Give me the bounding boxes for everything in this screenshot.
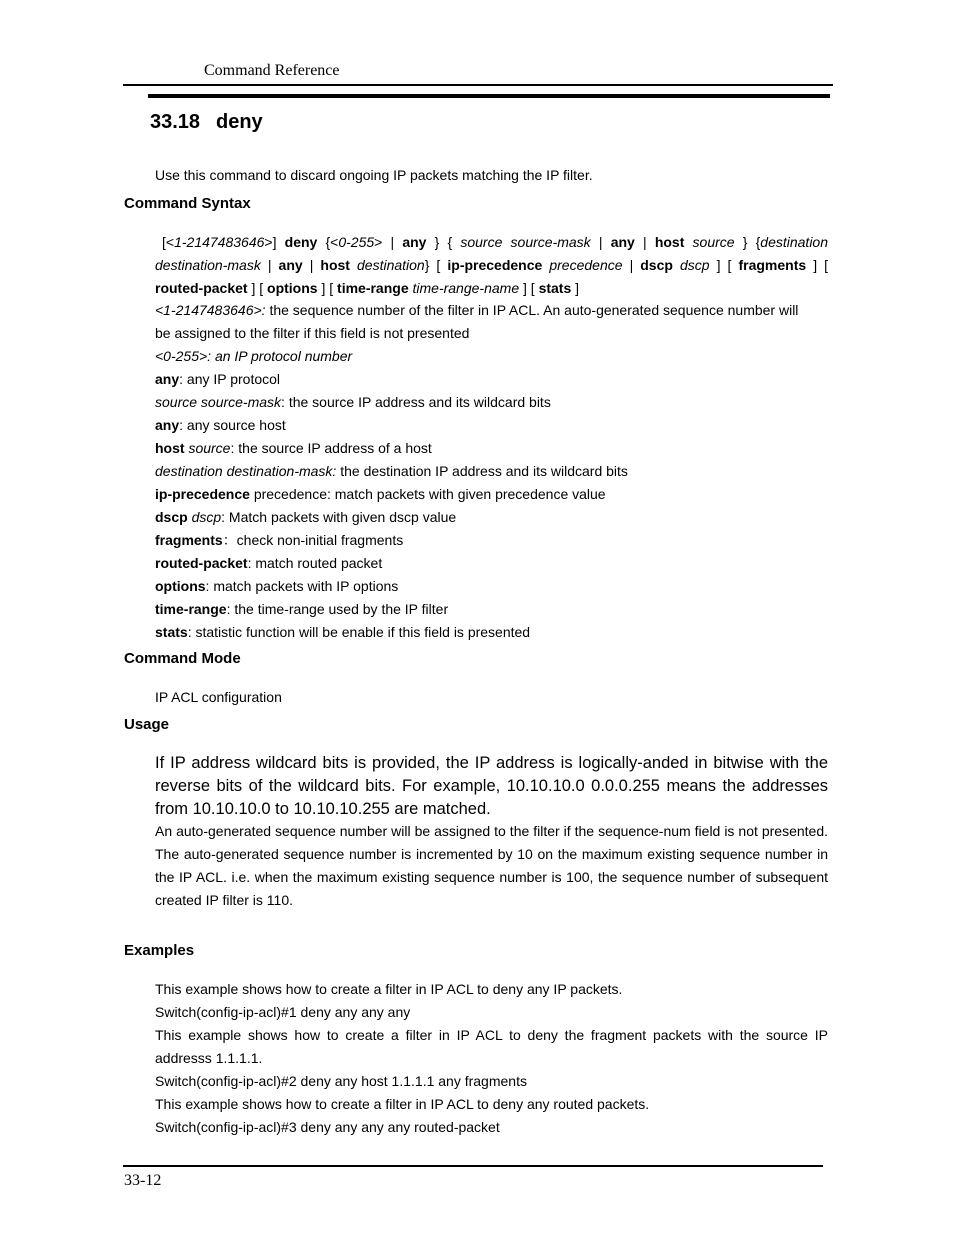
syntax-proto-range: 0-255 bbox=[338, 234, 375, 250]
param-source-mask bbox=[155, 391, 828, 414]
syntax-keyword-host: host bbox=[654, 234, 685, 250]
param-time-range bbox=[155, 598, 828, 621]
param-term: host bbox=[155, 440, 185, 456]
syntax-dscp-arg: dscp bbox=[672, 257, 710, 273]
param-arg: source bbox=[184, 440, 231, 456]
param-term: dscp bbox=[155, 509, 188, 525]
syntax-precedence: precedence bbox=[542, 257, 623, 273]
param-desc: precedence: match packets with given precedence value bbox=[249, 486, 606, 502]
syntax-keyword-host: host bbox=[320, 257, 350, 273]
param-routed-packet bbox=[155, 552, 828, 575]
example-description: This example shows how to create a filter in IP ACL to deny any routed packets. bbox=[155, 1096, 650, 1112]
syntax-text: ] [ bbox=[317, 280, 338, 296]
intro-text: Use this command to discard ongoing IP packets matching the IP filter. bbox=[155, 167, 593, 183]
param-term: stats bbox=[155, 624, 188, 640]
syntax-destination: destination bbox=[760, 234, 828, 250]
syntax-text: } { bbox=[426, 234, 461, 250]
param-desc: : the source IP address of a host bbox=[230, 440, 432, 456]
syntax-text: >] bbox=[264, 234, 285, 250]
syntax-keyword-deny: deny bbox=[284, 234, 318, 250]
syntax-keyword-fragments: fragments bbox=[738, 257, 807, 273]
syntax-keyword-any: any bbox=[402, 234, 427, 250]
syntax-keyword-time-range: time-range bbox=[337, 280, 409, 296]
param-ip-precedence bbox=[155, 483, 828, 506]
syntax-text: {< bbox=[317, 234, 339, 250]
example-command: Switch(config-ip-acl)#3 deny any any any routed-packet bbox=[155, 1119, 500, 1135]
header-rule-thick bbox=[148, 94, 830, 98]
param-term: source source-mask bbox=[155, 394, 282, 410]
syntax-text: | bbox=[302, 257, 321, 273]
running-header: Command Reference bbox=[204, 62, 340, 79]
syntax-text: ] bbox=[806, 257, 818, 273]
param-term: <0-255>: an IP protocol number bbox=[155, 348, 353, 364]
param-desc: : any source host bbox=[179, 417, 286, 433]
syntax-keyword-any: any bbox=[278, 257, 303, 273]
usage-paragraph-2: An auto-generated sequence number will be assigned to the filter if the sequence-num field is not presented. The auto-generated sequence number is incremented by 10 on the maximum existing sequence number in the IP ACL. i.e. when the maximum existing sequence number is 100, the sequence number of subsequent created IP filter is 110. bbox=[155, 823, 828, 908]
example-command: Switch(config-ip-acl)#1 deny any any any bbox=[155, 1004, 411, 1020]
param-desc: the destination IP address and its wildcard bits bbox=[336, 463, 628, 479]
param-desc: : the time-range used by the IP filter bbox=[226, 601, 449, 617]
param-seq-cont: be assigned to the filter if this field is not presented bbox=[155, 325, 470, 341]
example-description: This example shows how to create a filter in IP ACL to deny any IP packets. bbox=[155, 981, 623, 997]
heading-command-mode: Command Mode bbox=[124, 650, 241, 667]
syntax-seq-range: 1-2147483646 bbox=[174, 234, 265, 250]
param-proto bbox=[155, 345, 828, 368]
syntax-dest-mask: destination-mask bbox=[155, 257, 261, 273]
syntax-text: } { bbox=[734, 234, 761, 250]
syntax-text: [ bbox=[824, 257, 829, 273]
param-options bbox=[155, 575, 828, 598]
syntax-text: ] [ bbox=[519, 280, 539, 296]
page-number: 33-12 bbox=[124, 1172, 162, 1189]
param-desc: : any IP protocol bbox=[179, 371, 281, 387]
param-term: routed-packet bbox=[155, 555, 248, 571]
param-desc: ：check non-initial fragments bbox=[222, 532, 404, 548]
syntax-text: ] [ bbox=[247, 280, 268, 296]
usage-paragraph-1: If IP address wildcard bits is provided, the IP address is logically-anded in bitwise with the reverse bits of the wildcard bits. For example, 10.10.10.0 0.0.0.255 means the addresses from 10.10.10.0 to 10.10.10.255 are matched. bbox=[155, 754, 828, 818]
syntax-text: [< bbox=[162, 234, 175, 250]
heading-usage: Usage bbox=[124, 716, 170, 733]
syntax-time-range-name: time-range-name bbox=[408, 280, 520, 296]
syntax-text: | bbox=[622, 257, 641, 273]
example-command: Switch(config-ip-acl)#2 deny any host 1.1.1.1 any fragments bbox=[155, 1073, 527, 1089]
param-any bbox=[155, 368, 828, 391]
param-destination bbox=[155, 460, 828, 483]
param-host bbox=[155, 437, 828, 460]
syntax-source: source bbox=[684, 234, 735, 250]
heading-command-syntax: Command Syntax bbox=[124, 195, 251, 212]
syntax-keyword-options: options bbox=[267, 280, 318, 296]
syntax-keyword-stats: stats bbox=[538, 280, 572, 296]
syntax-source-mask: source source-mask bbox=[460, 234, 591, 250]
param-term: any bbox=[155, 417, 180, 433]
syntax-block bbox=[155, 231, 828, 300]
section-heading bbox=[150, 111, 263, 134]
syntax-text: | bbox=[260, 257, 279, 273]
syntax-text: | bbox=[590, 234, 611, 250]
footer-rule bbox=[123, 1165, 823, 1167]
param-arg: dscp bbox=[187, 509, 222, 525]
param-desc: : match packets with IP options bbox=[205, 578, 399, 594]
syntax-keyword-any: any bbox=[610, 234, 635, 250]
param-desc: : Match packets with given dscp value bbox=[221, 509, 457, 525]
section-number: 33.18 bbox=[150, 111, 201, 133]
heading-examples: Examples bbox=[124, 942, 195, 959]
param-term: options bbox=[155, 578, 206, 594]
param-desc: : match routed packet bbox=[247, 555, 383, 571]
param-term: ip-precedence bbox=[155, 486, 250, 502]
syntax-text: > | bbox=[374, 234, 403, 250]
param-fragments bbox=[155, 529, 828, 552]
param-desc: the sequence number of the filter in IP ACL. An auto-generated sequence number will bbox=[265, 302, 799, 318]
syntax-destination: destination bbox=[349, 257, 425, 273]
section-title: deny bbox=[216, 111, 263, 133]
syntax-keyword-ip-precedence: ip-precedence bbox=[447, 257, 543, 273]
syntax-text: | bbox=[634, 234, 655, 250]
param-term: destination destination-mask: bbox=[155, 463, 337, 479]
syntax-text: ] bbox=[571, 280, 580, 296]
syntax-keyword-dscp: dscp bbox=[640, 257, 673, 273]
param-dscp bbox=[155, 506, 828, 529]
param-any-source bbox=[155, 414, 828, 437]
param-seq bbox=[155, 299, 828, 322]
param-desc: : the source IP address and its wildcard bits bbox=[281, 394, 551, 410]
examples-block bbox=[155, 978, 828, 1139]
command-mode-text: IP ACL configuration bbox=[155, 689, 282, 705]
param-term: time-range bbox=[155, 601, 227, 617]
param-desc: : statistic function will be enable if this field is presented bbox=[187, 624, 531, 640]
syntax-text: ] [ bbox=[709, 257, 739, 273]
header-rule-thin bbox=[123, 84, 833, 86]
syntax-keyword-routed-packet: routed-packet bbox=[155, 280, 248, 296]
parameter-list bbox=[155, 299, 828, 644]
example-description: This example shows how to create a filter in IP ACL to deny the fragment packets with the source IP addresss 1.1.1.1. bbox=[155, 1027, 828, 1066]
syntax-text: } [ bbox=[424, 257, 448, 273]
param-stats bbox=[155, 621, 828, 644]
param-term: any bbox=[155, 371, 180, 387]
param-term: fragments bbox=[155, 532, 223, 548]
param-term: <1-2147483646>: bbox=[155, 302, 266, 318]
